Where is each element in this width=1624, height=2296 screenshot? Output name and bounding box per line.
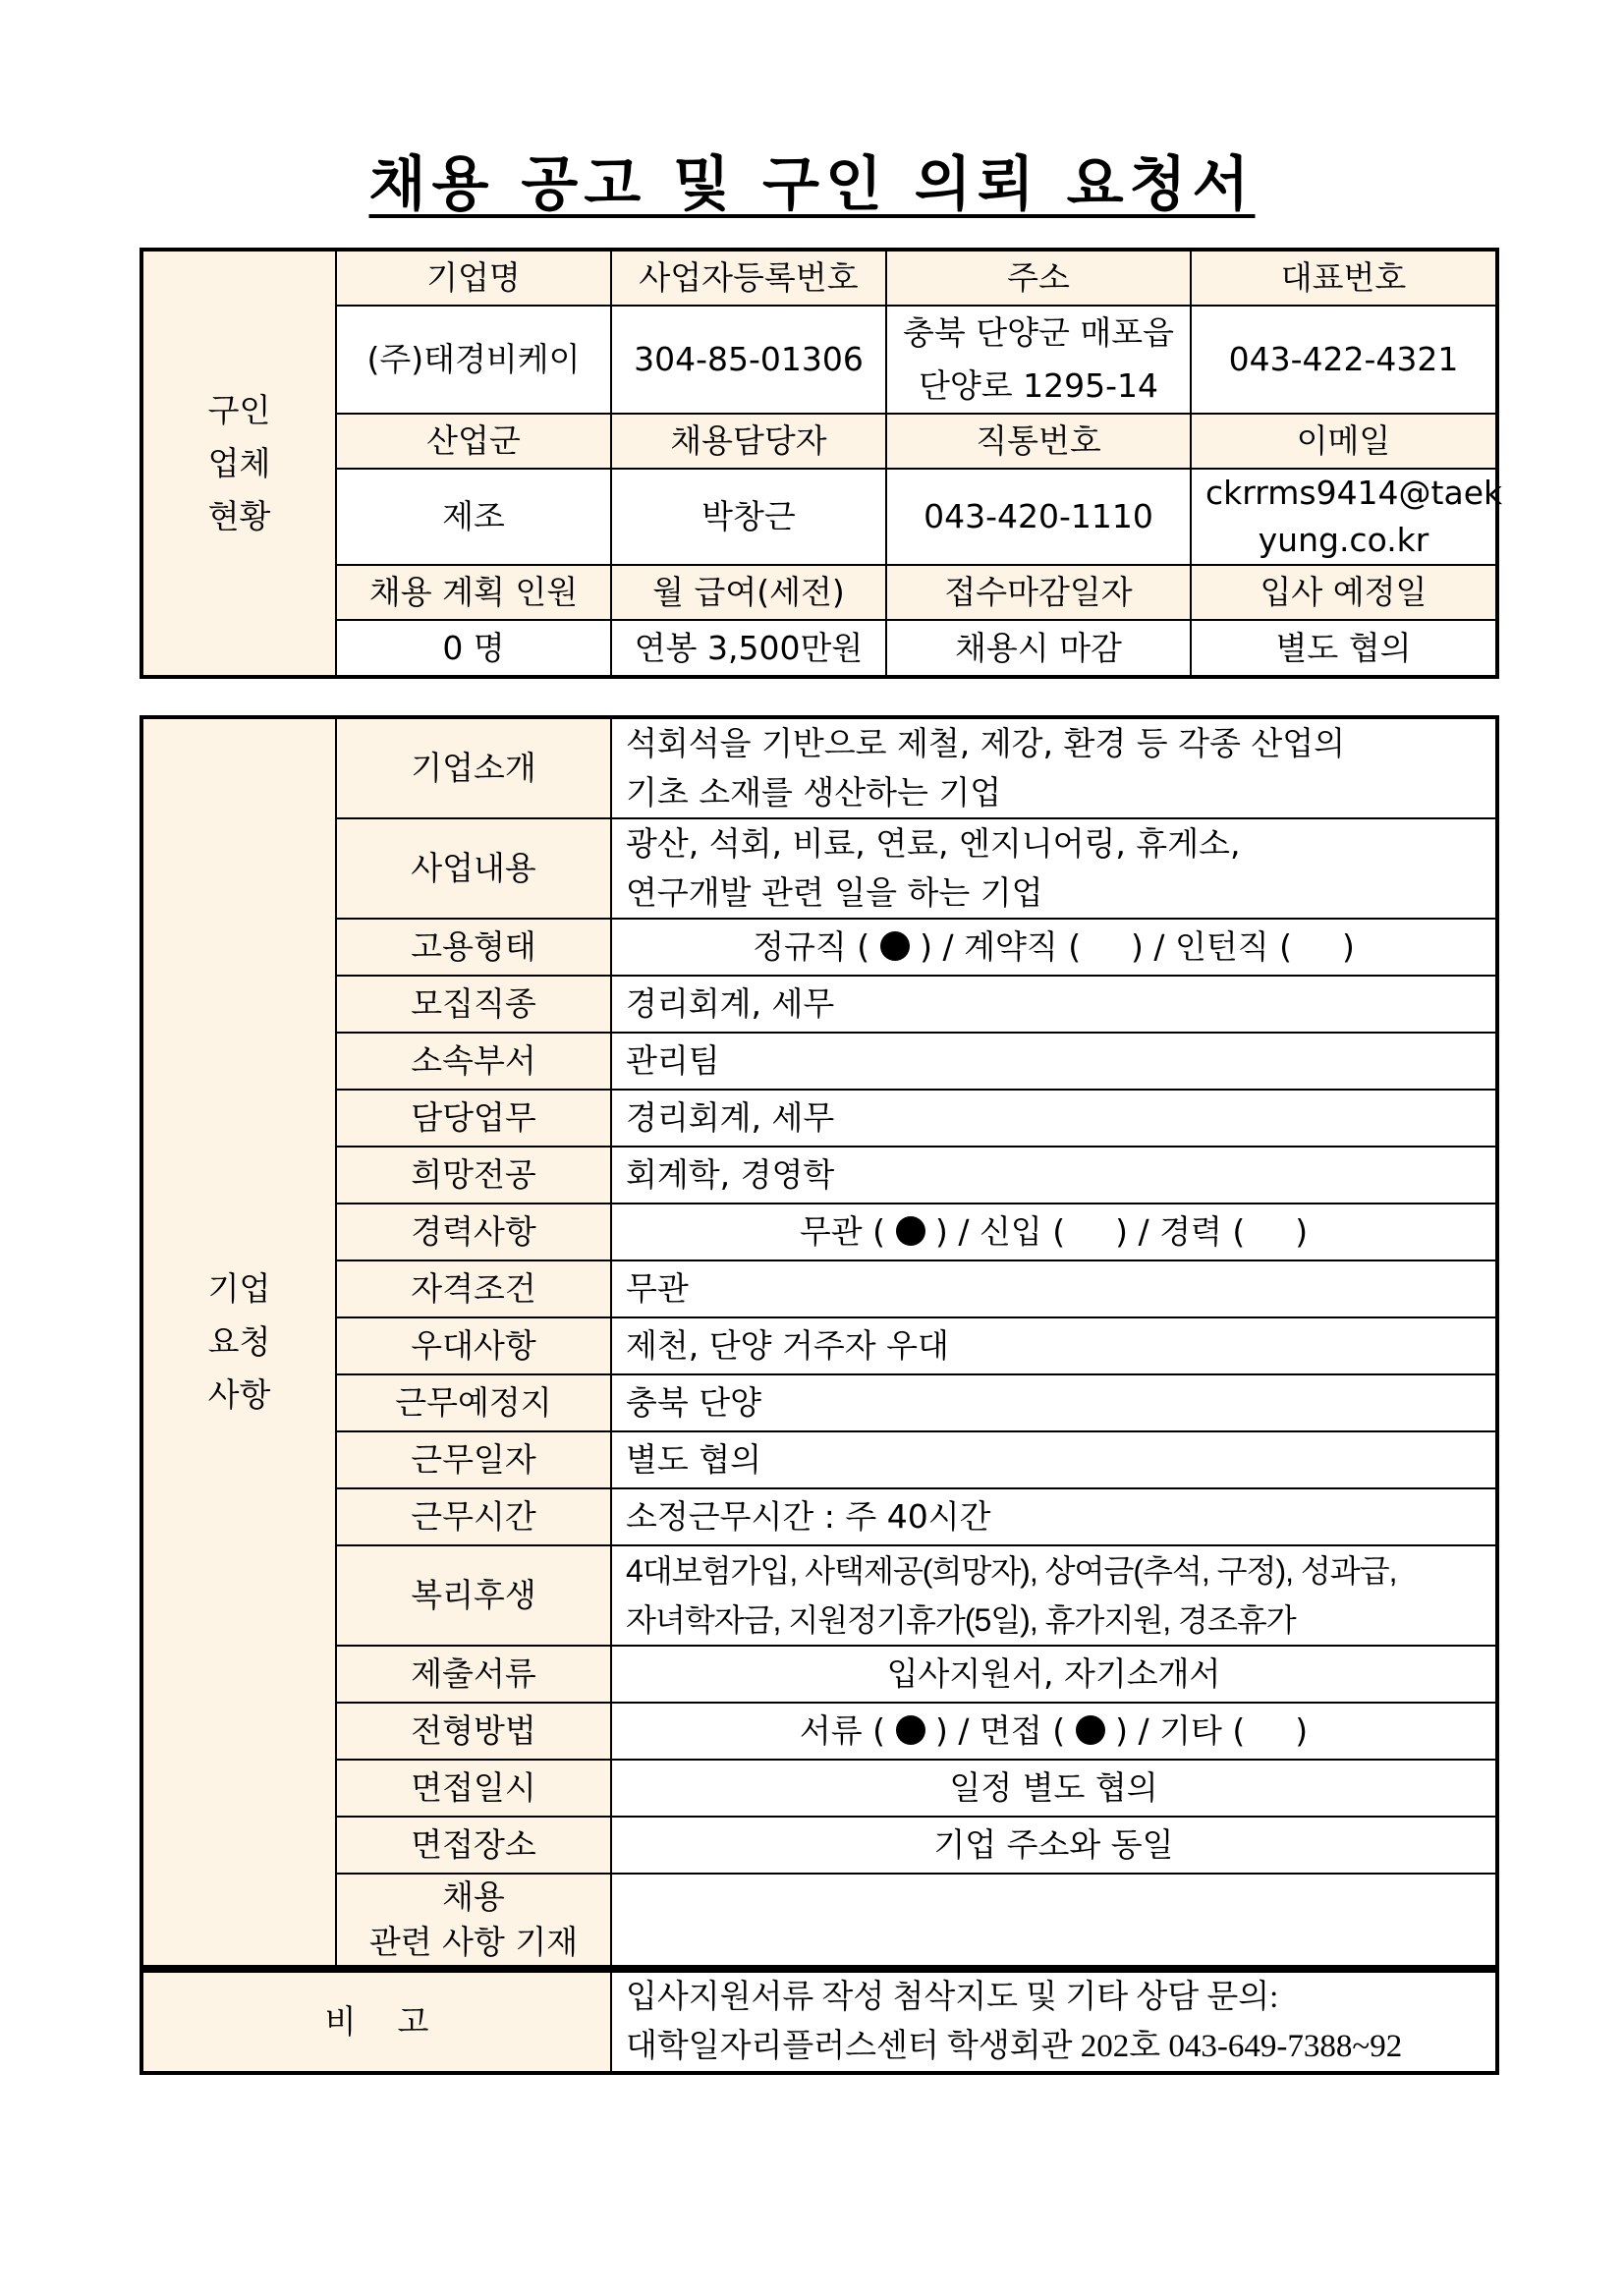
header-start-date: 입사 예정일 [1191,565,1497,620]
interview-place: 기업 주소와 동일 [611,1817,1497,1874]
header-company-name: 기업명 [336,250,611,306]
label-duty: 담당업무 [336,1090,611,1147]
label-job-category: 모집직종 [336,976,611,1033]
career: 무관 ( ) / 신입 ( ) / 경력 ( ) [611,1204,1497,1260]
address: 충북 단양군 매포읍 단양로 1295-14 [886,306,1191,414]
header-business-number: 사업자등록번호 [611,250,886,306]
documents: 입사지원서, 자기소개서 [611,1646,1497,1703]
header-salary: 월 급여(세전) [611,565,886,620]
request-section-label: 기업 요청 사항 [141,717,336,1967]
workdays: 별도 협의 [611,1431,1497,1488]
request-table [140,715,1499,1969]
header-recruiter: 채용담당자 [611,414,886,469]
employment-intern: 인턴직 [1175,927,1269,966]
header-industry: 산업군 [336,414,611,469]
duty: 경리회계, 세무 [611,1090,1497,1147]
employment-regular: 정규직 [753,927,847,966]
note-text: 입사지원서류 작성 첨삭지도 및 기타 상담 문의: 대학일자리플러스센터 학생회관 202호 043-649-7388~92 [611,1971,1497,2073]
company-info-table [140,248,1503,679]
employment-type: 정규직 ( ) / 계약직 ( ) / 인턴직 ( ) [611,919,1497,976]
page-title: 채용 공고 및 구인 의뢰 요청서 [368,150,1256,219]
note-label: 비 고 [141,1971,611,2073]
company-name: (주)태경비케이 [336,306,611,414]
welfare: 4대보험가입, 사택제공(희망자), 상여금(추석, 구정), 성과급, 자녀학자금, 지원정기휴가(5일), 휴가지원, 경조휴가 [611,1545,1497,1646]
location: 충북 단양 [611,1374,1497,1431]
label-interview-place: 면접장소 [336,1817,611,1874]
email: ckrrms9414@taek yung.co.kr [1191,469,1497,565]
main-phone: 043-422-4321 [1191,306,1497,414]
header-headcount: 채용 계획 인원 [336,565,611,620]
header-direct-phone: 직통번호 [886,414,1191,469]
screening: 서류 ( ) / 면접 ( ) / 기타 ( ) [611,1703,1497,1760]
header-main-phone: 대표번호 [1191,250,1497,306]
headcount: 0 명 [336,620,611,677]
major: 회계학, 경영학 [611,1147,1497,1204]
label-employment-type: 고용형태 [336,919,611,976]
recruiter: 박창근 [611,469,886,565]
selected-mark-icon [896,1715,925,1745]
selected-mark-icon [896,1216,925,1246]
interview-date: 일정 별도 협의 [611,1760,1497,1817]
screening-interview: 면접 [980,1711,1042,1750]
business-number: 304-85-01306 [611,306,886,414]
label-company-intro: 기업소개 [336,717,611,818]
header-email: 이메일 [1191,414,1497,469]
job-category: 경리회계, 세무 [611,976,1497,1033]
deadline: 채용시 마감 [886,620,1191,677]
label-documents: 제출서류 [336,1646,611,1703]
note-table [140,1969,1499,2075]
qualification: 무관 [611,1260,1497,1317]
hours: 소정근무시간 : 주 40시간 [611,1488,1497,1545]
label-business: 사업내용 [336,818,611,919]
direct-phone: 043-420-1110 [886,469,1191,565]
label-department: 소속부서 [336,1033,611,1090]
screening-docs: 서류 [799,1711,863,1750]
career-experienced: 경력 [1159,1212,1222,1251]
industry: 제조 [336,469,611,565]
label-qualification: 자격조건 [336,1260,611,1317]
label-major: 희망전공 [336,1147,611,1204]
salary: 연봉 3,500만원 [611,620,886,677]
label-screening: 전형방법 [336,1703,611,1760]
label-career: 경력사항 [336,1204,611,1260]
company-section-label: 구인 업체 현황 [141,250,336,677]
remarks [611,1874,1497,1967]
header-address: 주소 [886,250,1191,306]
selected-mark-icon [880,931,910,961]
label-workdays: 근무일자 [336,1431,611,1488]
header-deadline: 접수마감일자 [886,565,1191,620]
career-new: 신입 [980,1212,1042,1251]
label-hours: 근무시간 [336,1488,611,1545]
business: 광산, 석회, 비료, 연료, 엔지니어링, 휴게소, 연구개발 관련 일을 하는 기업 [611,818,1497,919]
employment-contract: 계약직 [964,927,1058,966]
start-date: 별도 협의 [1191,620,1497,677]
selected-mark-icon [1076,1715,1105,1745]
label-remarks: 채용 관련 사항 기재 [336,1874,611,1967]
company-intro: 석회석을 기반으로 제철, 제강, 환경 등 각종 산업의 기초 소재를 생산하는 기업 [611,717,1497,818]
career-any: 무관 [799,1212,863,1251]
label-welfare: 복리후생 [336,1545,611,1646]
preference: 제천, 단양 거주자 우대 [611,1317,1497,1374]
label-interview-date: 면접일시 [336,1760,611,1817]
label-location: 근무예정지 [336,1374,611,1431]
screening-other: 기타 [1159,1711,1222,1750]
department: 관리팀 [611,1033,1497,1090]
label-preference: 우대사항 [336,1317,611,1374]
